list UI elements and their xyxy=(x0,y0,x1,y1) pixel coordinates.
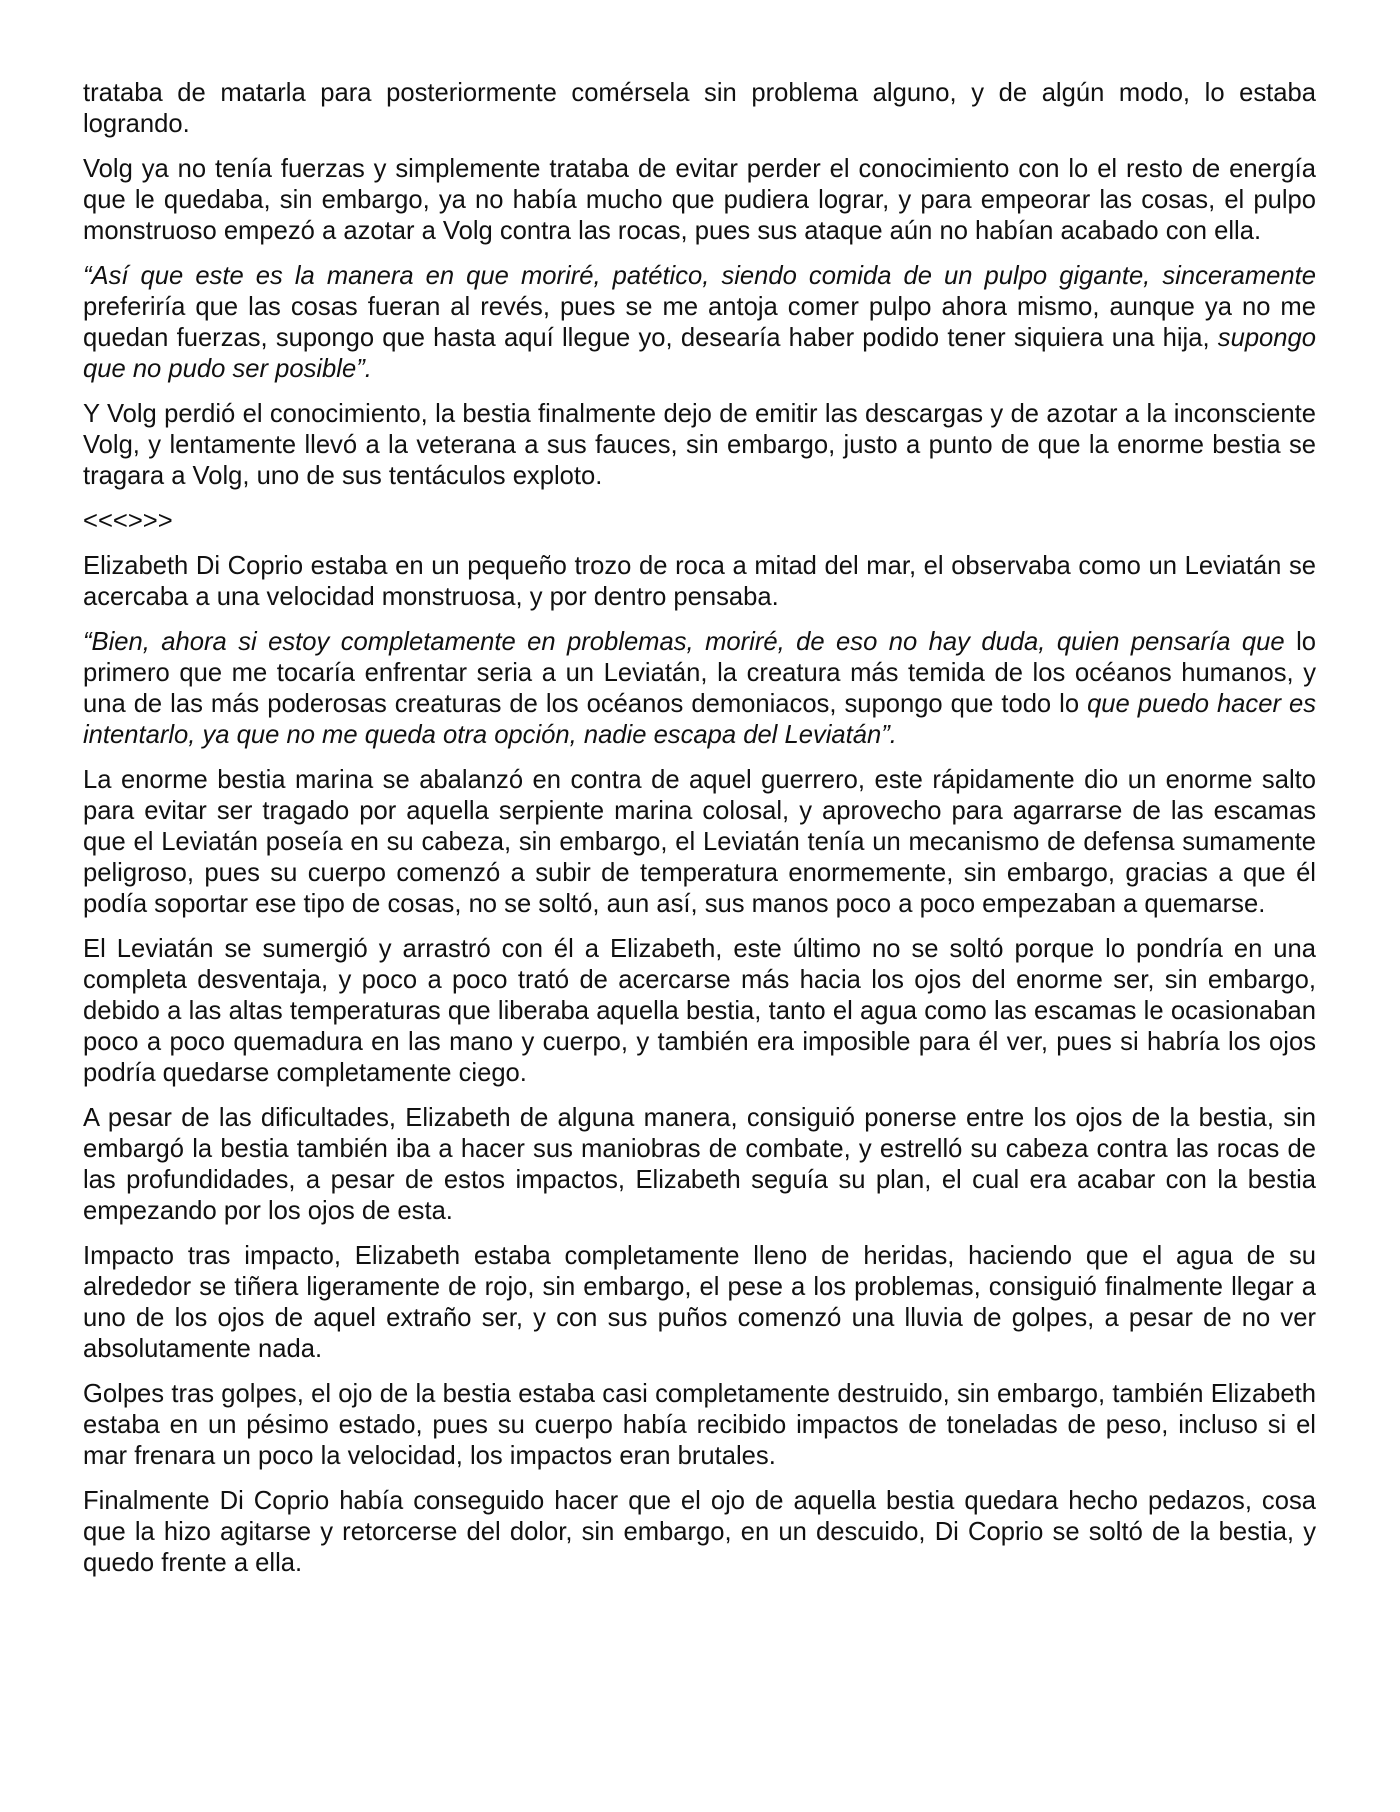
italic-thought-text: que puedo hacer es intentarlo, ya que no me queda otra opción, nadie escapa del Leviatán”. xyxy=(83,690,1316,749)
paragraph-8 xyxy=(83,765,1316,920)
scene-break xyxy=(83,506,1316,537)
paragraph-text: Y Volg perdió el conocimiento, la bestia finalmente dejo de emitir las descargas y de azotar a la inconsciente Volg, y lentamente llevó a la veterana a sus fauces, sin embargo, justo a punto de que la enorme bestia se tragara a Volg, uno de sus tentáculos exploto. xyxy=(83,400,1316,490)
paragraph-text: A pesar de las dificultades, Elizabeth de alguna manera, consiguió ponerse entre los ojos de la bestia, sin embargó la bestia también iba a hacer sus maniobras de combate, y estrelló su cabeza contra las rocas de las profundidades, a pesar de estos impactos, Elizabeth seguía su plan, el cual era acabar con la bestia empezando por los ojos de esta. xyxy=(83,1104,1316,1225)
paragraph-text: Golpes tras golpes, el ojo de la bestia estaba casi completamente destruido, sin embargo, también Elizabeth estaba en un pésimo estado, pues su cuerpo había recibido impactos de toneladas de peso, incluso si el mar frenara un poco la velocidad, los impactos eran brutales. xyxy=(83,1380,1316,1470)
italic-thought-text: “Así que este es la manera en que moriré, patético, siendo comida de un pulpo gigante, sinceramente xyxy=(83,262,1316,290)
paragraph-4 xyxy=(83,399,1316,492)
paragraph-text: El Leviatán se sumergió y arrastró con él a Elizabeth, este último no se soltó porque lo pondría en una completa desventaja, y poco a poco trató de acercarse más hacia los ojos del enorme ser, sin embargo, debido a las altas temperaturas que liberaba aquella bestia, tanto el agua como las escamas le ocasionaban poco a poco quemadura en las mano y cuerpo, y también era imposible para él ver, pues si habría los ojos podría quedarse completamente ciego. xyxy=(83,935,1316,1087)
paragraph-10 xyxy=(83,1103,1316,1227)
paragraph-11 xyxy=(83,1241,1316,1365)
paragraph-text: Volg ya no tenía fuerzas y simplemente trataba de evitar perder el conocimiento con lo el resto de energía que le quedaba, sin embargo, ya no había mucho que pudiera lograr, y para empeorar las cosas, el pulpo monstruoso empezó a azotar a Volg contra las rocas, pues sus ataque aún no habían acabado con ella. xyxy=(83,155,1316,245)
paragraph-7-thought xyxy=(83,627,1316,751)
paragraph-text: preferiría que las cosas fueran al revés, pues se me antoja comer pulpo ahora mismo, aunque ya no me quedan fuerzas, supongo que hasta aquí llegue yo, desearía haber podido tener siquiera una hija, xyxy=(83,293,1316,352)
paragraph-text: Impacto tras impacto, Elizabeth estaba completamente lleno de heridas, haciendo que el agua de su alrededor se tiñera ligeramente de rojo, sin embargo, el pese a los problemas, consiguió finalmente llegar a uno de los ojos de aquel extraño ser, y con sus puños comenzó una lluvia de golpes, a pesar de no ver absolutamente nada. xyxy=(83,1242,1316,1363)
paragraph-text: Finalmente Di Coprio había conseguido hacer que el ojo de aquella bestia quedara hecho pedazos, cosa que la hizo agitarse y retorcerse del dolor, sin embargo, en un descuido, Di Coprio se soltó de la bestia, y quedo frente a ella. xyxy=(83,1487,1316,1577)
paragraph-text: lo primero que me tocaría enfrentar seria a un Leviatán, la creatura más temida de los océanos humanos, y una de las más poderosas creaturas de los océanos demoniacos, supongo que todo lo xyxy=(83,628,1316,718)
paragraph-text: Elizabeth Di Coprio estaba en un pequeño trozo de roca a mitad del mar, el observaba como un Leviatán se acercaba a una velocidad monstruosa, y por dentro pensaba. xyxy=(83,552,1316,611)
paragraph-13 xyxy=(83,1486,1316,1579)
italic-thought-text: “Bien, ahora si estoy completamente en problemas, moriré, de eso no hay duda, quien pensaría que xyxy=(83,628,1285,656)
paragraph-3-thought xyxy=(83,261,1316,385)
paragraph-12 xyxy=(83,1379,1316,1472)
paragraph-9 xyxy=(83,934,1316,1089)
scene-break-text: <<<>>> xyxy=(83,507,173,535)
paragraph-text: La enorme bestia marina se abalanzó en contra de aquel guerrero, este rápidamente dio un enorme salto para evitar ser tragado por aquella serpiente marina colosal, y aprovecho para agarrarse de las escamas que el Leviatán poseía en su cabeza, sin embargo, el Leviatán tenía un mecanismo de defensa sumamente peligroso, pues su cuerpo comenzó a subir de temperatura enormemente, sin embargo, gracias a que él podía soportar ese tipo de cosas, no se soltó, aun así, sus manos poco a poco empezaban a quemarse. xyxy=(83,766,1316,918)
paragraph-text: trataba de matarla para posteriormente comérsela sin problema alguno, y de algún modo, lo estaba logrando. xyxy=(83,79,1316,138)
paragraph-6 xyxy=(83,551,1316,613)
paragraph-1 xyxy=(83,78,1316,140)
paragraph-2 xyxy=(83,154,1316,247)
document-page xyxy=(83,78,1316,1579)
italic-thought-text: supongo que no pudo ser posible”. xyxy=(83,324,1316,383)
